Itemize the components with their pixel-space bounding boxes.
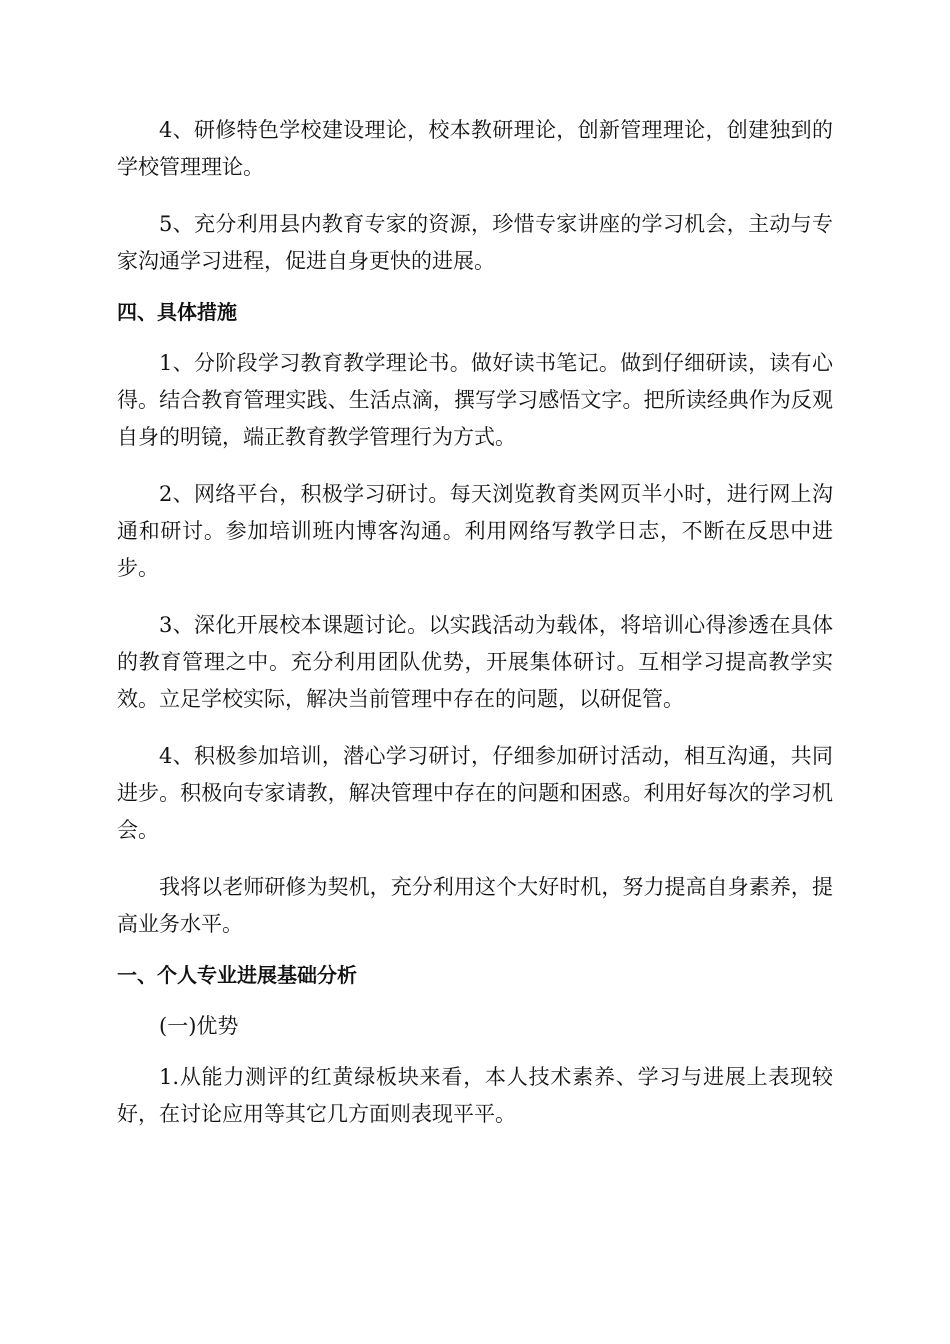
subheading-strengths: (一)优势 — [159, 1014, 239, 1038]
spacer — [117, 186, 833, 206]
paragraph-item-5-experts: 5、充分利用县内教育专家的资源，珍惜专家讲座的学习机会，主动与专家沟通学习进程，促进自身更快的进展。 — [117, 212, 833, 273]
paragraph-strength-1: 1.从能力测评的红黄绿板块来看，本人技术素养、学习与进展上表现较好，在讨论应用等其它几方面则表现平平。 — [117, 1065, 833, 1126]
spacer — [117, 280, 833, 294]
spacer — [117, 849, 833, 869]
section-heading-analysis: 一、个人专业进展基础分析 — [117, 963, 357, 987]
spacer — [117, 331, 833, 345]
paragraph-measure-3: 3、深化开展校本课题讨论。以实践活动为载体，将培训心得渗透在具体的教育管理之中。充分利用团队优势，开展集体研讨。互相学习提高教学实效。立足学校实际，解决当前管理中存在的问题，以研促管。 — [117, 613, 833, 711]
spacer — [117, 587, 833, 607]
spacer — [117, 718, 833, 738]
paragraph-measure-1: 1、分阶段学习教育教学理论书。做好读书笔记。做到仔细研读，读有心得。结合教育管理实践、生活点滴，撰写学习感悟文字。把所读经典作为反观自身的明镜，端正教育教学管理行为方式。 — [117, 351, 833, 449]
spacer — [117, 943, 833, 957]
document-page — [117, 112, 833, 1133]
paragraph-measure-2: 2、网络平台，积极学习研讨。每天浏览教育类网页半小时，进行网上沟通和研讨。参加培训班内博客沟通。利用网络写教学日志，不断在反思中进步。 — [117, 482, 833, 580]
paragraph-conclusion: 我将以老师研修为契机，充分利用这个大好时机，努力提高自身素养，提高业务水平。 — [117, 875, 833, 936]
spacer — [117, 1045, 833, 1059]
spacer — [117, 994, 833, 1008]
spacer — [117, 456, 833, 476]
paragraph-item-4-theory: 4、研修特色学校建设理论，校本教研理论，创新管理理论，创建独到的学校管理理论。 — [117, 118, 833, 179]
paragraph-measure-4: 4、积极参加培训，潜心学习研讨，仔细参加研讨活动，相互沟通，共同进步。积极向专家请教，解决管理中存在的问题和困惑。利用好每次的学习机会。 — [117, 744, 833, 842]
section-heading-measures: 四、具体措施 — [117, 300, 237, 324]
